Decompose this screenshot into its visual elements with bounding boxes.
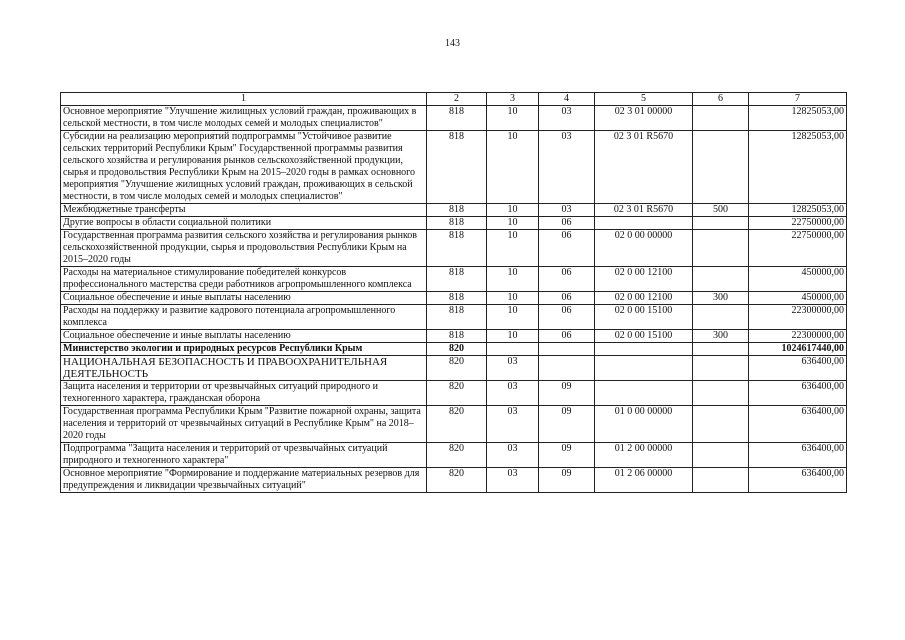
row-target-article: 02 3 01 R5670: [595, 204, 693, 217]
row-amount: 22750000,00: [749, 217, 847, 230]
row-amount: 450000,00: [749, 292, 847, 305]
table-header-row: [61, 93, 847, 106]
row-section: 10: [487, 305, 539, 330]
row-expense-type: [693, 356, 749, 381]
row-admin-code: 818: [427, 106, 487, 131]
row-expense-type: [693, 230, 749, 267]
row-admin-code: 818: [427, 204, 487, 217]
row-expense-type: [693, 131, 749, 204]
row-name: Подпрограмма "Защита населения и территорий от чрезвычайных ситуаций природного и техногенного характера": [61, 443, 427, 468]
column-header: 3: [487, 93, 539, 106]
row-amount: 22300000,00: [749, 305, 847, 330]
row-name: Защита населения и территории от чрезвычайных ситуаций природного и техногенного характера, гражданская оборона: [61, 381, 427, 406]
row-name: Социальное обеспечение и иные выплаты населению: [61, 330, 427, 343]
row-section: 10: [487, 217, 539, 230]
row-subsection: 06: [539, 217, 595, 230]
table-row: [61, 381, 847, 406]
row-amount: 12825053,00: [749, 131, 847, 204]
row-name: Социальное обеспечение и иные выплаты населению: [61, 292, 427, 305]
column-header: 1: [61, 93, 427, 106]
row-section: 10: [487, 330, 539, 343]
table-row: [61, 305, 847, 330]
table-row: [61, 292, 847, 305]
row-name: Другие вопросы в области социальной политики: [61, 217, 427, 230]
column-header: 5: [595, 93, 693, 106]
row-admin-code: 818: [427, 330, 487, 343]
row-admin-code: 818: [427, 230, 487, 267]
row-name: Расходы на материальное стимулирование победителей конкурсов профессионального мастерства среди работников агропромышленного комплекса: [61, 267, 427, 292]
column-header: 7: [749, 93, 847, 106]
row-section: 03: [487, 356, 539, 381]
row-expense-type: [693, 443, 749, 468]
row-subsection: [539, 356, 595, 381]
row-subsection: 03: [539, 106, 595, 131]
row-target-article: 02 0 00 15100: [595, 330, 693, 343]
row-section: 03: [487, 406, 539, 443]
budget-table: [60, 92, 847, 493]
row-section: 03: [487, 443, 539, 468]
row-admin-code: 818: [427, 292, 487, 305]
column-header: 2: [427, 93, 487, 106]
row-subsection: [539, 343, 595, 356]
row-target-article: 01 2 00 00000: [595, 443, 693, 468]
row-section: 10: [487, 292, 539, 305]
row-target-article: 02 3 01 R5670: [595, 131, 693, 204]
row-amount: 1024617440,00: [749, 343, 847, 356]
row-name: Государственная программа Республики Крым "Развитие пожарной охраны, защита населения и территорий от чрезвычайных ситуаций в Республике Крым" на 2018–2020 годы: [61, 406, 427, 443]
row-target-article: 01 0 00 00000: [595, 406, 693, 443]
row-admin-code: 818: [427, 131, 487, 204]
row-section: 10: [487, 230, 539, 267]
table-row: [61, 106, 847, 131]
row-admin-code: 820: [427, 381, 487, 406]
row-target-article: [595, 343, 693, 356]
row-amount: 12825053,00: [749, 204, 847, 217]
row-amount: 636400,00: [749, 381, 847, 406]
table-row: [61, 330, 847, 343]
row-target-article: [595, 217, 693, 230]
row-section: 10: [487, 204, 539, 217]
table-row: [61, 356, 847, 381]
column-header: 6: [693, 93, 749, 106]
table-row: [61, 443, 847, 468]
row-section: 03: [487, 468, 539, 493]
table-row: [61, 468, 847, 493]
row-expense-type: [693, 343, 749, 356]
row-subsection: 06: [539, 305, 595, 330]
row-target-article: 02 0 00 12100: [595, 292, 693, 305]
row-amount: 636400,00: [749, 468, 847, 493]
row-section: 10: [487, 131, 539, 204]
row-target-article: [595, 381, 693, 406]
row-expense-type: 300: [693, 292, 749, 305]
row-name: Основное мероприятие "Улучшение жилищных условий граждан, проживающих в сельской местности, в том числе молодых семей и молодых специалистов": [61, 106, 427, 131]
row-expense-type: 300: [693, 330, 749, 343]
row-subsection: 03: [539, 131, 595, 204]
row-expense-type: [693, 406, 749, 443]
row-name: Основное мероприятие "Формирование и поддержание материальных резервов для предупреждения и ликвидации чрезвычайных ситуаций": [61, 468, 427, 493]
table-row: [61, 204, 847, 217]
row-target-article: [595, 356, 693, 381]
row-expense-type: [693, 305, 749, 330]
row-name: Расходы на поддержку и развитие кадрового потенциала агропромышленного комплекса: [61, 305, 427, 330]
table-row: [61, 131, 847, 204]
row-section: 03: [487, 381, 539, 406]
row-admin-code: 820: [427, 443, 487, 468]
row-admin-code: 820: [427, 468, 487, 493]
row-name: Государственная программа развития сельского хозяйства и регулирования рынков сельскохозяйственной продукции, сырья и продовольствия Республики Крым на 2015–2020 годы: [61, 230, 427, 267]
table-row: [61, 267, 847, 292]
row-name: НАЦИОНАЛЬНАЯ БЕЗОПАСНОСТЬ И ПРАВООХРАНИТЕЛЬНАЯ ДЕЯТЕЛЬНОСТЬ: [61, 356, 427, 381]
row-name: Межбюджетные трансферты: [61, 204, 427, 217]
row-expense-type: [693, 381, 749, 406]
row-amount: 636400,00: [749, 443, 847, 468]
row-subsection: 09: [539, 381, 595, 406]
row-name: Министерство экологии и природных ресурсов Республики Крым: [61, 343, 427, 356]
row-target-article: 02 3 01 00000: [595, 106, 693, 131]
row-expense-type: [693, 468, 749, 493]
row-section: [487, 343, 539, 356]
row-subsection: 09: [539, 406, 595, 443]
row-section: 10: [487, 106, 539, 131]
table-row: [61, 217, 847, 230]
row-section: 10: [487, 267, 539, 292]
row-subsection: 06: [539, 267, 595, 292]
row-amount: 450000,00: [749, 267, 847, 292]
row-target-article: 02 0 00 00000: [595, 230, 693, 267]
row-target-article: 02 0 00 15100: [595, 305, 693, 330]
row-admin-code: 820: [427, 406, 487, 443]
row-target-article: 02 0 00 12100: [595, 267, 693, 292]
row-expense-type: 500: [693, 204, 749, 217]
table-row: [61, 230, 847, 267]
row-admin-code: 818: [427, 267, 487, 292]
page-number: 143: [445, 38, 460, 49]
row-amount: 12825053,00: [749, 106, 847, 131]
row-expense-type: [693, 106, 749, 131]
row-admin-code: 818: [427, 217, 487, 230]
table-row: [61, 406, 847, 443]
row-subsection: 03: [539, 204, 595, 217]
row-name: Субсидии на реализацию мероприятий подпрограммы "Устойчивое развитие сельских территорий Республики Крым" Государственной программы развития сельского хозяйства и регулирования рынков сельскохозяйственной продукции, сырья и продовольствия Республики Крым на 2015–2020 годы в рамках основного мероприятия "Улучшение жилищных условий граждан, проживающих в сельской местности, в том числе молодых семей и молодых специалистов": [61, 131, 427, 204]
table-row: [61, 343, 847, 356]
row-expense-type: [693, 217, 749, 230]
row-subsection: 06: [539, 330, 595, 343]
row-amount: 636400,00: [749, 406, 847, 443]
row-target-article: 01 2 06 00000: [595, 468, 693, 493]
row-subsection: 09: [539, 443, 595, 468]
row-amount: 636400,00: [749, 356, 847, 381]
row-subsection: 06: [539, 230, 595, 267]
row-subsection: 09: [539, 468, 595, 493]
row-amount: 22750000,00: [749, 230, 847, 267]
row-subsection: 06: [539, 292, 595, 305]
row-expense-type: [693, 267, 749, 292]
column-header: 4: [539, 93, 595, 106]
row-admin-code: 820: [427, 356, 487, 381]
row-admin-code: 818: [427, 305, 487, 330]
row-admin-code: 820: [427, 343, 487, 356]
row-amount: 22300000,00: [749, 330, 847, 343]
